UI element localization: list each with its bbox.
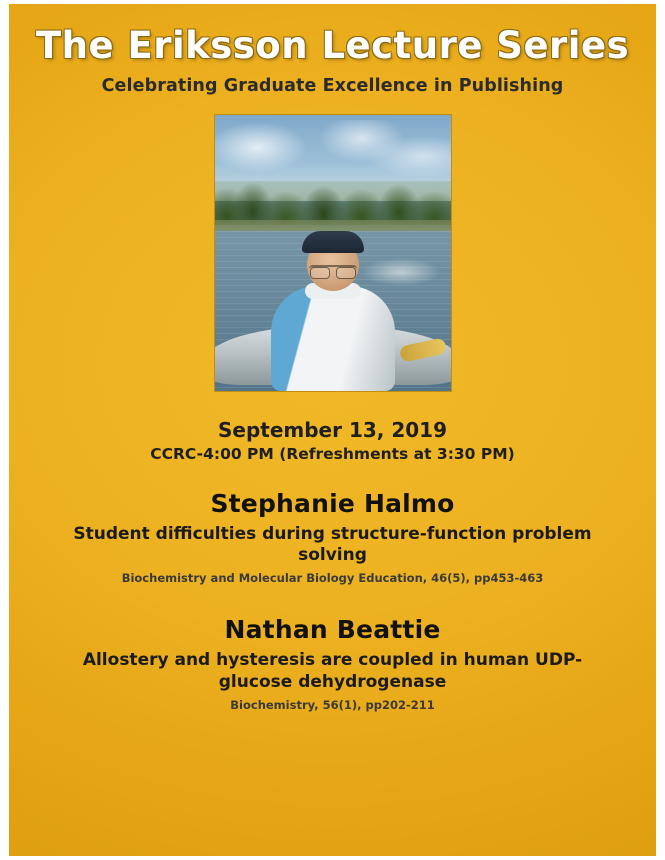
page-subtitle: Celebrating Graduate Excellence in Publishing bbox=[101, 75, 564, 96]
photo-treeline bbox=[215, 181, 451, 225]
talk-entry bbox=[30, 489, 635, 586]
paper-citation: Biochemistry, 56(1), pp202-211 bbox=[230, 697, 435, 712]
photo-clouds bbox=[215, 120, 451, 181]
event-location-time: CCRC-4:00 PM (Refreshments at 3:30 PM) bbox=[150, 444, 515, 463]
photo-person-glasses bbox=[309, 265, 357, 277]
photo-person-jacket bbox=[271, 286, 395, 391]
portrait-photo bbox=[214, 114, 452, 392]
photo-boat-wake bbox=[361, 258, 441, 286]
speaker-name: Nathan Beattie bbox=[224, 615, 441, 645]
speaker-name: Stephanie Halmo bbox=[210, 488, 455, 518]
paper-citation: Biochemistry and Molecular Biology Education, 46(5), pp453-463 bbox=[121, 571, 544, 586]
talk-entry bbox=[30, 615, 635, 712]
page-title: The Eriksson Lecture Series bbox=[35, 24, 630, 67]
page-edge-left bbox=[0, 0, 9, 860]
paper-title: Student difficulties during structure-function problem solving bbox=[73, 523, 592, 566]
page-edge-bottom bbox=[0, 856, 665, 860]
photo-person-cap bbox=[302, 231, 364, 253]
event-date: September 13, 2019 bbox=[217, 417, 447, 442]
page-edge-top bbox=[0, 0, 665, 4]
paper-title: Allostery and hysteresis are coupled in human UDP-glucose dehydrogenase bbox=[82, 650, 583, 692]
page-edge-right bbox=[656, 0, 665, 860]
